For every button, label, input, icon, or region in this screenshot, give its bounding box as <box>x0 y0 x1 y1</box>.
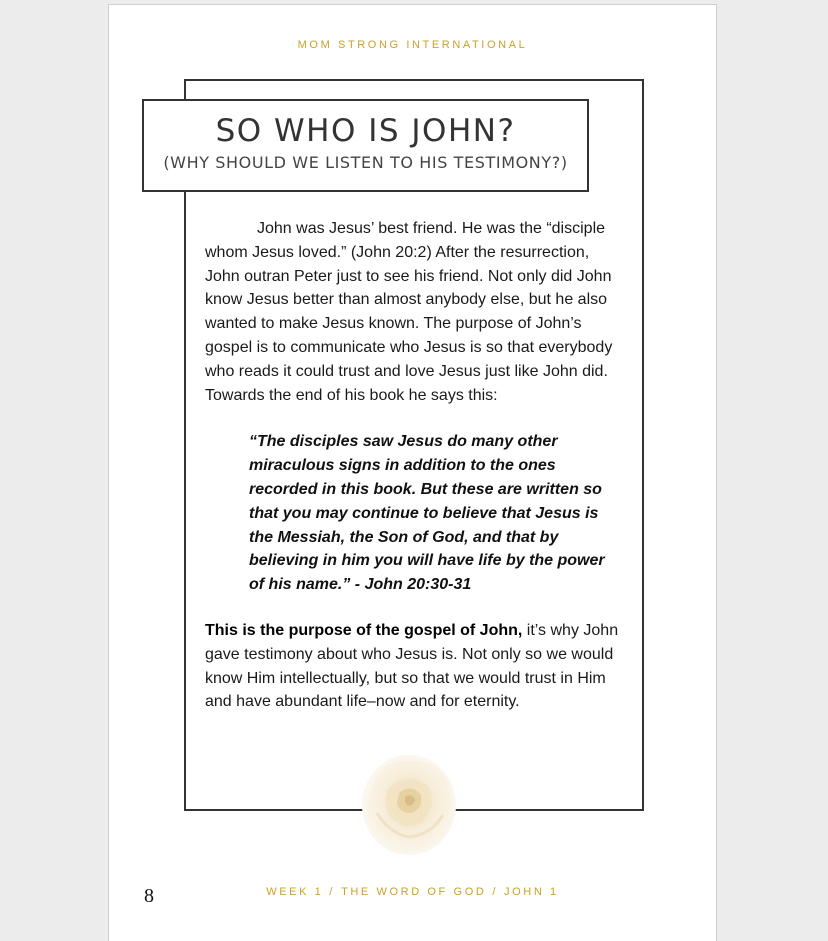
page-title: SO WHO IS JOHN? <box>215 113 516 149</box>
document-page <box>108 4 717 941</box>
footer-topic: THE WORD OF GOD <box>341 886 487 898</box>
footer-book: JOHN 1 <box>504 886 559 898</box>
footer-separator: / <box>329 886 336 898</box>
footer-separator: / <box>492 886 499 898</box>
rose-icon <box>359 753 459 859</box>
intro-paragraph: John was Jesus’ best friend. He was the “disciple whom Jesus loved.” (John 20:2) After the resurrection, John outran Peter just to see his friend. Not only did John know Jesus better than almost anybody else, but he also wanted to make Jesus known. The purpose of John’s gospel is to communicate who Jesus is so that everybody who reads it could trust and love Jesus just like John did. Towards the end of his book he says this: <box>205 220 613 404</box>
footer <box>109 886 716 898</box>
title-box <box>142 99 589 192</box>
page-number: 8 <box>144 885 154 907</box>
header-brand: MOM STRONG INTERNATIONAL <box>297 39 528 51</box>
page-subtitle: (WHY SHOULD WE LISTEN TO HIS TESTIMONY?) <box>163 153 568 172</box>
purpose-rest: it’s why John gave testimony about who Jesus is. Not only so we would know Him intellectually, but so that we would trust in Him and have abundant life–now and for eternity. <box>205 621 619 711</box>
purpose-bold-lead: This is the purpose of the gospel of John, <box>205 621 523 639</box>
scripture-quote: “The disciples saw Jesus do many other miraculous signs in addition to the ones recorded in this book. But these are written so that you may continue to believe that Jesus is the Messiah, the Son of God, and that by believing in him you will have life by the power of his name.” - John 20:30-31 <box>249 433 605 594</box>
purpose-paragraph <box>205 619 623 714</box>
footer-week: WEEK 1 <box>266 886 324 898</box>
body-text <box>205 217 623 714</box>
